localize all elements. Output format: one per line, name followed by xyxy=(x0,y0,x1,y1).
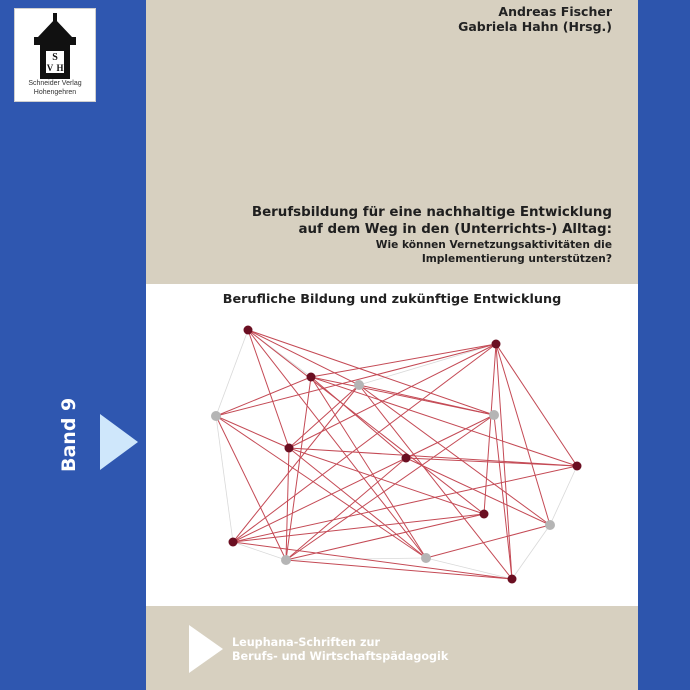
network-node xyxy=(307,373,316,382)
network-edge xyxy=(496,344,550,525)
network-node xyxy=(545,520,555,530)
publisher-logo xyxy=(14,8,96,102)
series-name-line-1: Leuphana-Schriften zur xyxy=(232,636,381,649)
network-edge xyxy=(233,458,406,542)
title-line-1: Berufsbildung für eine nachhaltige Entwicklung xyxy=(251,205,612,220)
network-edge xyxy=(289,344,496,448)
network-node xyxy=(489,410,499,420)
svg-text:S: S xyxy=(52,52,58,63)
network-edge xyxy=(233,344,496,542)
network-edge xyxy=(248,330,484,514)
network-graph xyxy=(146,284,638,606)
network-edge xyxy=(233,542,512,579)
network-edge xyxy=(286,377,311,560)
network-node xyxy=(421,553,431,563)
volume-label: Band 9 xyxy=(58,397,80,472)
series-arrow-icon xyxy=(186,622,226,676)
network-node xyxy=(402,454,411,463)
network-node xyxy=(480,510,489,519)
book-title xyxy=(252,204,612,266)
network-node xyxy=(244,326,253,335)
subtitle-line-1: Wie können Vernetzungsaktivitäten die xyxy=(375,239,612,251)
publisher-city: Hohengehren xyxy=(33,89,77,96)
network-edge xyxy=(216,416,289,448)
editor-2: Gabriela Hahn (Hrsg.) xyxy=(458,19,612,34)
network-edge xyxy=(216,377,311,416)
svg-text:H: H xyxy=(56,63,64,73)
subtitle-line-2: Implementierung unterstützen? xyxy=(421,253,612,265)
volume-arrow-icon xyxy=(96,410,142,474)
editors xyxy=(458,4,612,34)
network-node xyxy=(281,555,291,565)
series-title: Berufliche Bildung und zukünftige Entwicklung xyxy=(222,292,562,307)
network-edge-faint xyxy=(216,330,248,416)
network-node xyxy=(573,462,582,471)
network-edge xyxy=(248,330,494,415)
network-edge-faint xyxy=(550,466,577,525)
network-edge xyxy=(426,525,550,558)
network-edge xyxy=(286,560,512,579)
tower-icon xyxy=(26,13,84,79)
publisher-name: Schneider Verlag xyxy=(28,80,82,87)
network-edge-faint xyxy=(216,416,233,542)
network-node xyxy=(508,575,517,584)
network-edge xyxy=(248,330,426,558)
network-edge xyxy=(496,344,577,466)
network-edge xyxy=(216,416,426,558)
right-blue-band xyxy=(638,0,690,690)
series-name-line-2: Berufs- und Wirtschaftspädagogik xyxy=(232,650,449,663)
network-node xyxy=(211,411,221,421)
network-node xyxy=(285,444,294,453)
title-line-2: auf dem Weg in den (Unterrichts-) Alltag: xyxy=(298,222,612,237)
network-edge xyxy=(406,458,577,466)
svg-text:V: V xyxy=(46,63,54,73)
series-name xyxy=(232,636,448,664)
editor-1: Andreas Fischer xyxy=(498,4,612,19)
left-blue-band xyxy=(0,0,146,690)
network-edge xyxy=(289,448,426,558)
network-node xyxy=(229,538,238,547)
network-edge xyxy=(216,344,496,416)
network-node xyxy=(492,340,501,349)
network-edge xyxy=(484,344,496,514)
network-node xyxy=(354,380,364,390)
network-edge xyxy=(289,448,577,466)
network-edge xyxy=(311,377,494,415)
